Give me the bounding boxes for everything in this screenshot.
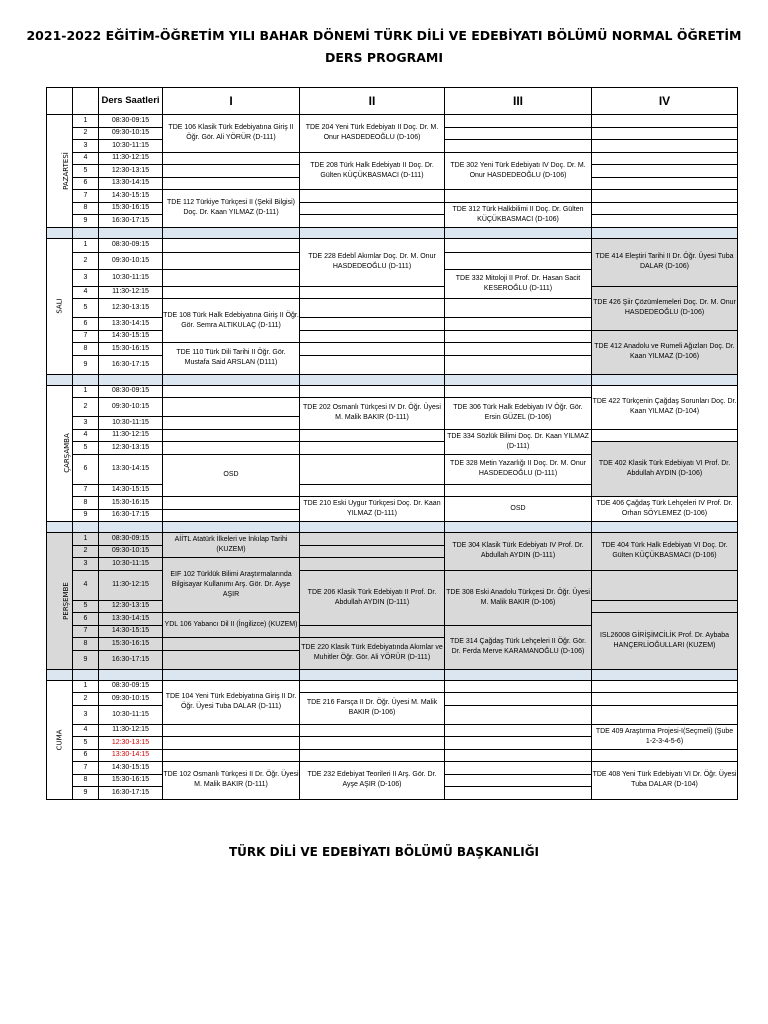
empty-cell xyxy=(163,442,300,455)
empty-cell xyxy=(163,269,300,286)
time-slot: 15:30-16:15 xyxy=(99,774,163,787)
time-slot: 15:30-16:15 xyxy=(99,638,163,651)
time-slot: 10:30-11:15 xyxy=(99,140,163,153)
course-cell: TDE 210 Eski Uygur Türkçesi Doç. Dr. Kaan YILMAZ (D-111) xyxy=(300,497,445,522)
empty-cell xyxy=(592,570,738,600)
empty-cell xyxy=(445,705,592,724)
time-slot: 16:30-17:15 xyxy=(99,355,163,374)
empty-cell xyxy=(300,724,445,737)
empty-cell xyxy=(445,484,592,497)
day-separator xyxy=(47,374,738,385)
slot-number: 8 xyxy=(73,343,99,356)
course-cell: AİİTL Atatürk İlkeleri ve İnkılap Tarihi (KUZEM) xyxy=(163,533,300,558)
course-cell: TDE 104 Yeni Türk Edebiyatına Giriş II Dr. Öğr. Üyesi Tuba DALAR (D-111) xyxy=(163,680,300,724)
empty-cell xyxy=(445,299,592,318)
empty-cell xyxy=(445,318,592,331)
course-cell: TDE 208 Türk Halk Edebiyatı II Doç. Dr. Gülten KÜÇÜKBASMACI (D-111) xyxy=(300,152,445,190)
time-slot: 12:30-13:15 xyxy=(99,600,163,613)
empty-cell xyxy=(300,484,445,497)
time-slot: 11:30-12:15 xyxy=(99,429,163,442)
course-cell: TDE 408 Yeni Türk Edebiyatı VI Dr. Öğr. Üyesi Tuba DALAR (D-104) xyxy=(592,762,738,800)
header-col-2: II xyxy=(300,88,445,115)
course-cell: TDE 334 Sözlük Bilimi Doç. Dr. Kaan YILMAZ (D-111) xyxy=(445,429,592,454)
slot-number: 1 xyxy=(73,680,99,693)
course-cell: TDE 102 Osmanlı Türkçesi II Dr. Öğr. Üyesi M. Malik BAKIR (D-111) xyxy=(163,762,300,800)
time-slot: 08:30-09:15 xyxy=(99,680,163,693)
slot-number: 9 xyxy=(73,650,99,669)
slot-number: 4 xyxy=(73,429,99,442)
course-cell: TDE 404 Türk Halk Edebiyatı VI Doç. Dr. Gülten KÜÇÜKBASMACI (D-106) xyxy=(592,533,738,571)
empty-cell xyxy=(300,680,445,693)
time-slot: 13:30-14:15 xyxy=(99,613,163,626)
slot-number: 9 xyxy=(73,787,99,800)
document-subtitle: DERS PROGRAMI xyxy=(325,50,443,65)
course-cell: TDE 308 Eski Anadolu Türkçesi Dr. Öğr. Üyesi M. Malik BAKIR (D-106) xyxy=(445,570,592,625)
time-slot: 10:30-11:15 xyxy=(99,417,163,430)
course-cell: TDE 206 Klasik Türk Edebiyatı II Prof. Dr. Abdullah AYDIN (D-111) xyxy=(300,570,445,625)
empty-cell xyxy=(300,299,445,318)
empty-cell xyxy=(300,429,445,442)
time-slot: 14:30-15:15 xyxy=(99,190,163,203)
slot-number: 8 xyxy=(73,774,99,787)
time-slot: 15:30-16:15 xyxy=(99,202,163,215)
header-row xyxy=(47,88,738,115)
empty-cell xyxy=(445,190,592,203)
time-slot: 09:30-10:15 xyxy=(99,398,163,417)
course-cell: TDE 412 Anadolu ve Rumeli Ağızları Doç. Dr. Kaan YILMAZ (D-106) xyxy=(592,330,738,374)
empty-cell xyxy=(445,774,592,787)
day-separator xyxy=(47,669,738,680)
time-slot: 14:30-15:15 xyxy=(99,484,163,497)
slot-number: 5 xyxy=(73,299,99,318)
empty-cell xyxy=(592,177,738,190)
empty-cell xyxy=(163,737,300,750)
empty-cell xyxy=(300,442,445,455)
header-blank xyxy=(73,88,99,115)
empty-cell xyxy=(592,693,738,706)
course-cell: TDE 332 Mitoloji II Prof. Dr. Hasan Sacit KESEROĞLU (D-111) xyxy=(445,269,592,299)
empty-cell xyxy=(300,286,445,299)
slot-number: 6 xyxy=(73,177,99,190)
time-slot: 09:30-10:15 xyxy=(99,252,163,269)
slot-number: 5 xyxy=(73,165,99,178)
course-cell: TDE 409 Araştırma Projesi-I(Seçmeli) (Şube 1-2-3-4-5-6) xyxy=(592,724,738,749)
empty-cell xyxy=(445,787,592,800)
time-slot: 09:30-10:15 xyxy=(99,545,163,558)
time-slot: 12:30-13:15 xyxy=(99,299,163,318)
slot-number: 8 xyxy=(73,638,99,651)
empty-cell xyxy=(163,165,300,178)
empty-cell xyxy=(592,680,738,693)
day-label-pazartesi: PAZARTESİ xyxy=(47,115,73,228)
time-slot: 12:30-13:15 xyxy=(99,165,163,178)
time-slot: 13:30-14:15 xyxy=(99,749,163,762)
department-footer: TÜRK DİLİ VE EDEBİYATI BÖLÜMÜ BAŞKANLIĞI xyxy=(228,845,540,859)
empty-cell xyxy=(445,343,592,356)
empty-cell xyxy=(445,252,592,269)
time-slot: 16:30-17:15 xyxy=(99,650,163,669)
empty-cell xyxy=(163,252,300,269)
course-cell: TDE 202 Osmanlı Türkçesi IV Dr. Öğr. Üyesi M. Malik BAKIR (D-111) xyxy=(300,398,445,430)
slot-number: 5 xyxy=(73,442,99,455)
slot-number: 3 xyxy=(73,140,99,153)
slot-number: 7 xyxy=(73,190,99,203)
time-slot: 14:30-15:15 xyxy=(99,762,163,775)
slot-number: 3 xyxy=(73,269,99,286)
slot-number: 1 xyxy=(73,385,99,398)
header-col-3: III xyxy=(445,88,592,115)
course-cell: TDE 112 Türkiye Türkçesi II (Şekil Bilgisi) Doç. Dr. Kaan YILMAZ (D-111) xyxy=(163,190,300,228)
empty-cell xyxy=(163,177,300,190)
empty-cell xyxy=(445,680,592,693)
course-cell: TDE 306 Türk Halk Edebiyatı IV Öğr. Gör. Ersin GÜZEL (D-106) xyxy=(445,398,592,430)
empty-cell xyxy=(300,355,445,374)
day-label-cuma: CUMA xyxy=(47,680,73,799)
empty-cell xyxy=(300,318,445,331)
course-cell: EIF 102 Türklük Bilimi Araştırmalarında Bilgisayar Kullanımı Arş. Gör. Dr. Ayşe AŞIR xyxy=(163,558,300,613)
time-slot: 16:30-17:15 xyxy=(99,509,163,522)
schedule-table xyxy=(46,87,738,800)
course-cell: TDE 406 Çağdaş Türk Lehçeleri IV Prof. Dr. Orhan SÖYLEMEZ (D-106) xyxy=(592,497,738,522)
slot-number: 8 xyxy=(73,497,99,510)
course-cell: TDE 228 Edebî Akımlar Doç. Dr. M. Onur HASDEDEOĞLU (D-111) xyxy=(300,238,445,286)
time-slot: 11:30-12:15 xyxy=(99,152,163,165)
header-ders-saatleri: Ders Saatleri xyxy=(99,88,163,115)
slot-number: 9 xyxy=(73,215,99,228)
course-cell: TDE 426 Şiir Çözümlemeleri Doç. Dr. M. Onur HASDEDEOĞLU (D-106) xyxy=(592,286,738,330)
slot-number: 8 xyxy=(73,202,99,215)
day-separator xyxy=(47,227,738,238)
slot-number: 1 xyxy=(73,115,99,128)
time-slot: 08:30-09:15 xyxy=(99,385,163,398)
slot-number: 3 xyxy=(73,417,99,430)
empty-cell xyxy=(592,215,738,228)
slot-number: 3 xyxy=(73,705,99,724)
empty-cell xyxy=(300,558,445,571)
slot-number: 6 xyxy=(73,749,99,762)
time-slot: 11:30-12:15 xyxy=(99,286,163,299)
slot-number: 1 xyxy=(73,238,99,252)
document-title: 2021-2022 EĞİTİM-ÖĞRETİM YILI BAHAR DÖNEMİ TÜRK DİLİ VE EDEBİYATI BÖLÜMÜ NORMAL ÖĞRETİM xyxy=(26,28,742,43)
time-slot: 10:30-11:15 xyxy=(99,705,163,724)
time-slot: 11:30-12:15 xyxy=(99,570,163,600)
empty-cell xyxy=(163,749,300,762)
empty-cell xyxy=(592,600,738,613)
course-cell: TDE 106 Klasik Türk Edebiyatına Giriş II Öğr. Gör. Ali YÖRÜR (D-111) xyxy=(163,115,300,153)
empty-cell xyxy=(445,762,592,775)
time-slot: 13:30-14:15 xyxy=(99,454,163,484)
course-cell: TDE 204 Yeni Türk Edebiyatı II Doç. Dr. M. Onur HASDEDEOĞLU (D-106) xyxy=(300,115,445,153)
empty-cell xyxy=(300,454,445,484)
slot-number: 7 xyxy=(73,484,99,497)
empty-cell xyxy=(163,650,300,669)
empty-cell xyxy=(300,533,445,546)
slot-number: 9 xyxy=(73,355,99,374)
empty-cell xyxy=(163,238,300,252)
empty-cell xyxy=(592,127,738,140)
empty-cell xyxy=(300,545,445,558)
empty-cell xyxy=(300,749,445,762)
empty-cell xyxy=(163,152,300,165)
empty-cell xyxy=(300,202,445,215)
slot-number: 7 xyxy=(73,330,99,343)
time-slot: 08:30-09:15 xyxy=(99,238,163,252)
empty-cell xyxy=(163,638,300,651)
empty-cell xyxy=(445,693,592,706)
empty-cell xyxy=(592,705,738,724)
empty-cell xyxy=(592,165,738,178)
course-cell: TDE 422 Türkçenin Çağdaş Sorunları Doç. Dr. Kaan YILMAZ (D-104) xyxy=(592,385,738,429)
empty-cell xyxy=(163,724,300,737)
header-col-1: I xyxy=(163,88,300,115)
day-separator xyxy=(47,522,738,533)
time-slot: 16:30-17:15 xyxy=(99,215,163,228)
empty-cell xyxy=(300,625,445,638)
time-slot: 08:30-09:15 xyxy=(99,115,163,128)
slot-number: 6 xyxy=(73,318,99,331)
time-slot: 13:30-14:15 xyxy=(99,177,163,190)
header-blank xyxy=(47,88,73,115)
empty-cell xyxy=(445,737,592,750)
course-cell: TDE 414 Eleştiri Tarihi II Dr. Öğr. Üyesi Tuba DALAR (D-106) xyxy=(592,238,738,286)
course-cell: ISL26008 GİRİŞİMCİLİK Prof. Dr. Aybaba HANÇERLİOĞULLARI (KUZEM) xyxy=(592,613,738,670)
empty-cell xyxy=(445,749,592,762)
empty-cell xyxy=(163,497,300,510)
time-slot: 16:30-17:15 xyxy=(99,787,163,800)
slot-number: 4 xyxy=(73,724,99,737)
empty-cell xyxy=(163,429,300,442)
slot-number: 2 xyxy=(73,398,99,417)
course-cell: TDE 220 Klasik Türk Edebiyatında Akımlar ve Muhitler Öğr. Gör. Ali YÖRÜR (D-111) xyxy=(300,638,445,670)
slot-number: 7 xyxy=(73,762,99,775)
slot-number: 4 xyxy=(73,286,99,299)
slot-number: 6 xyxy=(73,454,99,484)
empty-cell xyxy=(300,385,445,398)
course-cell: TDE 304 Klasik Türk Edebiyatı IV Prof. Dr. Abdullah AYDIN (D-111) xyxy=(445,533,592,571)
slot-number: 7 xyxy=(73,625,99,638)
slot-number: 2 xyxy=(73,127,99,140)
time-slot: 15:30-16:15 xyxy=(99,497,163,510)
empty-cell xyxy=(592,115,738,128)
empty-cell xyxy=(592,152,738,165)
slot-number: 2 xyxy=(73,693,99,706)
time-slot: 13:30-14:15 xyxy=(99,318,163,331)
empty-cell xyxy=(445,355,592,374)
slot-number: 5 xyxy=(73,737,99,750)
time-slot: 14:30-15:15 xyxy=(99,625,163,638)
empty-cell xyxy=(300,343,445,356)
time-slot: 14:30-15:15 xyxy=(99,330,163,343)
slot-number: 5 xyxy=(73,600,99,613)
course-cell: TDE 110 Türk Dili Tarihi II Öğr. Gör. Mustafa Said ARSLAN (D111) xyxy=(163,343,300,375)
empty-cell xyxy=(163,509,300,522)
course-cell: TDE 232 Edebiyat Teorileri II Arş. Gör. Dr. Ayşe AŞIR (D-106) xyxy=(300,762,445,800)
empty-cell xyxy=(445,127,592,140)
time-slot: 09:30-10:15 xyxy=(99,127,163,140)
empty-cell xyxy=(445,724,592,737)
course-cell: YDL 106 Yabancı Dil II (İngilizce) (KUZEM) xyxy=(163,613,300,638)
time-slot: 08:30-09:15 xyxy=(99,533,163,546)
time-slot: 11:30-12:15 xyxy=(99,724,163,737)
day-label-carsamba: ÇARŞAMBA xyxy=(47,385,73,522)
slot-number: 3 xyxy=(73,558,99,571)
course-cell: TDE 314 Çağdaş Türk Lehçeleri II Öğr. Gör. Dr. Ferda Merve KARAMANOĞLU (D-106) xyxy=(445,625,592,669)
empty-cell xyxy=(592,190,738,203)
slot-number: 4 xyxy=(73,570,99,600)
empty-cell xyxy=(445,330,592,343)
time-slot: 09:30-10:15 xyxy=(99,693,163,706)
slot-number: 9 xyxy=(73,509,99,522)
day-label-persembe: PERŞEMBE xyxy=(47,533,73,670)
empty-cell xyxy=(163,417,300,430)
slot-number: 6 xyxy=(73,613,99,626)
course-cell: OSD xyxy=(163,454,300,497)
slot-number: 2 xyxy=(73,252,99,269)
empty-cell xyxy=(300,215,445,228)
empty-cell xyxy=(163,398,300,417)
course-cell: TDE 312 Türk Halkbilimi II Doç. Dr. Gülten KÜÇÜKBASMACI (D-106) xyxy=(445,202,592,227)
time-slot: 15:30-16:15 xyxy=(99,343,163,356)
course-cell: TDE 328 Metin Yazarlığı II Doç. Dr. M. Onur HASDEDEOĞLU (D-111) xyxy=(445,454,592,484)
empty-cell xyxy=(445,115,592,128)
empty-cell xyxy=(592,202,738,215)
empty-cell xyxy=(445,140,592,153)
slot-number: 1 xyxy=(73,533,99,546)
empty-cell xyxy=(592,749,738,762)
empty-cell xyxy=(163,385,300,398)
day-label-sali: SALI xyxy=(47,238,73,374)
course-cell: TDE 108 Türk Halk Edebiyatına Giriş II Öğr. Gör. Semra ALTIKULAÇ (D-111) xyxy=(163,299,300,343)
empty-cell xyxy=(592,429,738,442)
empty-cell xyxy=(163,286,300,299)
time-slot: 10:30-11:15 xyxy=(99,269,163,286)
empty-cell xyxy=(445,385,592,398)
course-cell: TDE 402 Klasik Türk Edebiyatı VI Prof. Dr. Abdullah AYDIN (D-106) xyxy=(592,442,738,497)
empty-cell xyxy=(300,330,445,343)
time-slot: 12:30-13:15 xyxy=(99,442,163,455)
slot-number: 2 xyxy=(73,545,99,558)
course-cell: TDE 216 Farsça II Dr. Öğr. Üyesi M. Malik BAKIR (D-106) xyxy=(300,693,445,725)
time-slot: 12:30-13:15 xyxy=(99,737,163,750)
empty-cell xyxy=(300,190,445,203)
slot-number: 4 xyxy=(73,152,99,165)
empty-cell xyxy=(592,140,738,153)
course-cell: TDE 302 Yeni Türk Edebiyatı IV Doç. Dr. M. Onur HASDEDEOĞLU (D-106) xyxy=(445,152,592,190)
empty-cell xyxy=(300,737,445,750)
course-cell: OSD xyxy=(445,497,592,522)
header-col-4: IV xyxy=(592,88,738,115)
time-slot: 10:30-11:15 xyxy=(99,558,163,571)
empty-cell xyxy=(445,238,592,252)
